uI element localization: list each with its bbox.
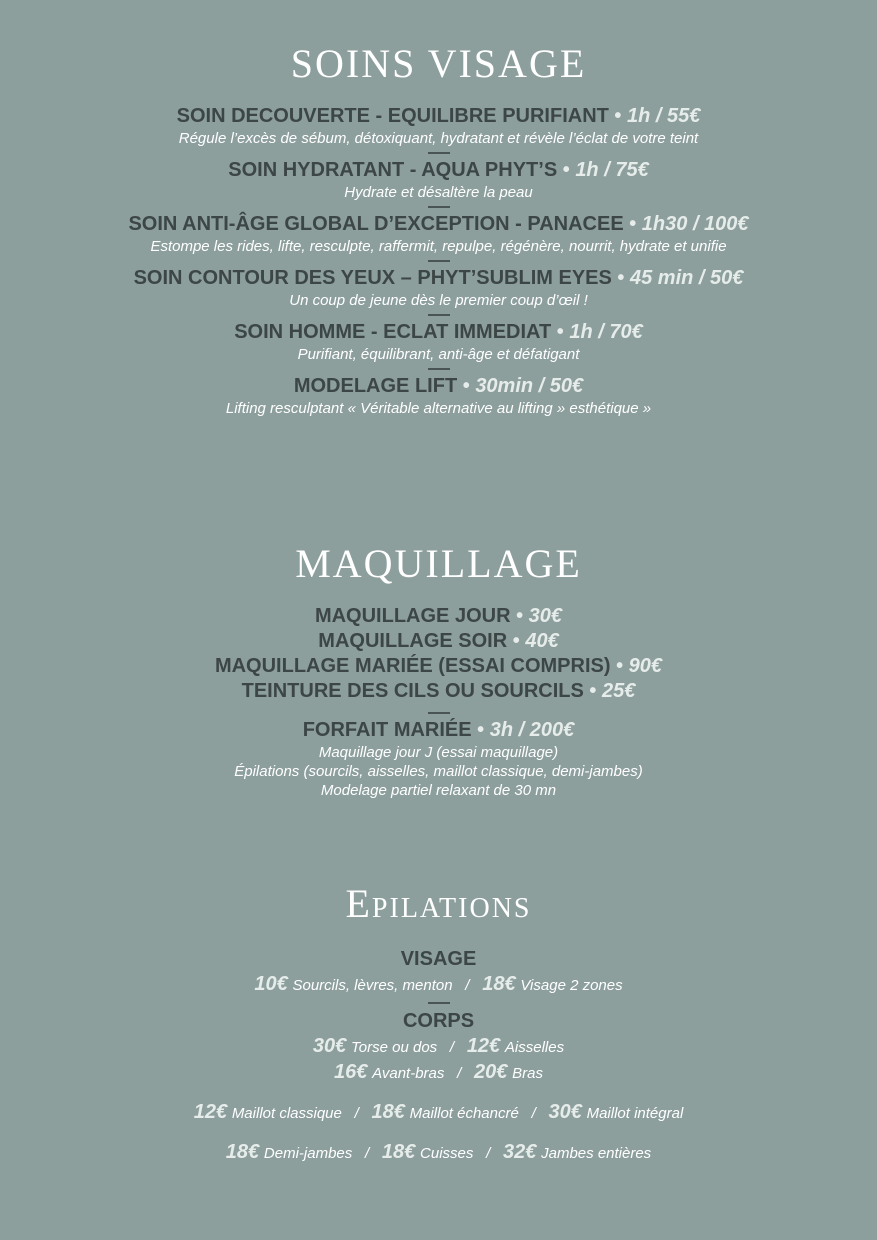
item-price: 30€: [312, 1035, 347, 1057]
epilations-list: [0, 946, 877, 1166]
divider: [428, 206, 450, 208]
item-price: 16€: [334, 1061, 368, 1083]
section-title-maquillage: MAQUILLAGE: [295, 541, 582, 586]
list-item: [0, 604, 877, 629]
item-label: Demi-jambes: [263, 1145, 353, 1162]
item-price: 40€: [525, 630, 559, 652]
bullet: •: [616, 655, 624, 677]
soins-visage-list: [0, 104, 877, 418]
item-description: Régule l’excès de sébum, détoxiquant, hydratant et révèle l’éclat de votre teint: [178, 130, 699, 147]
item-price: 18€: [381, 1141, 416, 1163]
list-item: [0, 104, 877, 148]
list-item: [0, 374, 877, 418]
divider: [428, 260, 450, 262]
item-price: 1h / 55€: [627, 105, 701, 127]
item-label: Avant-bras: [372, 1065, 445, 1082]
item-price: 30min / 50€: [475, 375, 584, 397]
item-price: 1h30 / 100€: [641, 213, 749, 235]
list-item: [0, 654, 877, 679]
list-item: [0, 972, 877, 998]
item-price: 30€: [528, 605, 563, 627]
item-label: Cuisses: [420, 1145, 474, 1162]
item-name: SOIN DECOUVERTE - EQUILIBRE PURIFIANT: [176, 105, 609, 127]
bullet: •: [556, 321, 564, 343]
item-name: MAQUILLAGE JOUR: [314, 605, 511, 627]
list-item: [0, 1060, 877, 1086]
item-label: Maillot échancré: [409, 1105, 519, 1122]
item-name: MAQUILLAGE MARIÉE (ESSAI COMPRIS): [214, 655, 611, 677]
bullet: •: [512, 630, 520, 652]
divider: [428, 712, 450, 714]
list-item: [0, 629, 877, 654]
maquillage-list: [0, 604, 877, 800]
list-item: [0, 158, 877, 202]
bullet: •: [516, 605, 524, 627]
item-price: 10€: [254, 973, 288, 995]
separator: /: [449, 1039, 455, 1056]
list-item: [0, 1100, 877, 1126]
item-name: FORFAIT MARIÉE: [302, 719, 472, 741]
item-name: SOIN HYDRATANT - AQUA PHYT’S: [228, 159, 558, 181]
item-label: Sourcils, lèvres, menton: [292, 977, 453, 994]
item-label: Maillot intégral: [586, 1105, 684, 1122]
item-description: Hydrate et désaltère la peau: [344, 184, 533, 201]
item-name: MODELAGE LIFT: [293, 375, 458, 397]
item-price: 12€: [193, 1101, 228, 1123]
item-label: Maillot classique: [231, 1105, 342, 1122]
item-name: TEINTURE DES CILS OU SOURCILS: [241, 680, 584, 702]
list-item: [0, 679, 877, 704]
bullet: •: [462, 375, 470, 397]
item-label: Torse ou dos: [351, 1039, 438, 1056]
item-price: 32€: [503, 1141, 537, 1163]
item-description: Un coup de jeune dès le premier coup d’œil !: [289, 292, 588, 309]
item-price: 1h / 75€: [575, 159, 649, 181]
item-price: 20€: [474, 1061, 508, 1083]
separator: /: [365, 1145, 370, 1162]
item-label: Aisselles: [504, 1039, 565, 1056]
item-name: SOIN ANTI-ÂGE GLOBAL D’EXCEPTION - PANACEE: [128, 213, 624, 235]
separator: /: [531, 1105, 536, 1122]
divider: [428, 368, 450, 370]
separator: /: [486, 1145, 491, 1162]
separator: /: [465, 977, 470, 994]
item-price: 12€: [466, 1035, 501, 1057]
section-title-epilations: Epilations: [345, 881, 532, 926]
list-item: [0, 1140, 877, 1166]
separator: /: [457, 1065, 462, 1082]
item-price: 1h / 70€: [569, 321, 643, 343]
bullet: •: [614, 105, 622, 127]
item-price: 18€: [371, 1101, 405, 1123]
item-name: MAQUILLAGE SOIR: [318, 630, 508, 652]
forfait-mariee: [0, 718, 877, 800]
item-description: Épilations (sourcils, aisselles, maillot classique, demi-jambes): [234, 763, 643, 780]
list-item: [0, 212, 877, 256]
divider: [428, 1002, 450, 1004]
item-description: Estompe les rides, lifte, resculpte, raffermit, repulpe, régénère, nourrit, hydrate et unifie: [150, 238, 727, 255]
item-price: 25€: [602, 680, 636, 702]
divider: [428, 152, 450, 154]
item-name: SOIN CONTOUR DES YEUX – PHYT’SUBLIM EYES: [133, 267, 612, 289]
list-item: [0, 266, 877, 310]
list-item: [0, 1034, 877, 1060]
item-label: Bras: [512, 1065, 543, 1082]
item-description: Purifiant, équilibrant, anti-âge et défatigant: [297, 346, 580, 363]
item-name: SOIN HOMME - ECLAT IMMEDIAT: [234, 321, 552, 343]
item-price: 45 min / 50€: [629, 267, 744, 289]
bullet: •: [617, 267, 625, 289]
divider: [428, 314, 450, 316]
corps-heading: CORPS: [402, 1010, 475, 1032]
item-price: 30€: [548, 1101, 582, 1123]
item-label: Jambes entières: [541, 1145, 652, 1162]
item-description: Modelage partiel relaxant de 30 mn: [320, 782, 557, 799]
section-title-soins-visage: SOINS VISAGE: [290, 41, 587, 86]
bullet: •: [477, 719, 485, 741]
visage-heading: VISAGE: [400, 948, 477, 970]
bullet: •: [562, 159, 570, 181]
item-price: 3h / 200€: [489, 719, 575, 741]
list-item: [0, 320, 877, 364]
item-description: Lifting resculptant « Véritable alternative au lifting » esthétique »: [225, 400, 652, 417]
separator: /: [354, 1105, 359, 1122]
item-label: Visage 2 zones: [520, 977, 623, 994]
item-price: 18€: [482, 973, 516, 995]
item-price: 18€: [225, 1141, 260, 1163]
bullet: •: [629, 213, 637, 235]
item-price: 90€: [628, 655, 663, 677]
bullet: •: [589, 680, 597, 702]
item-description: Maquillage jour J (essai maquillage): [318, 744, 559, 761]
